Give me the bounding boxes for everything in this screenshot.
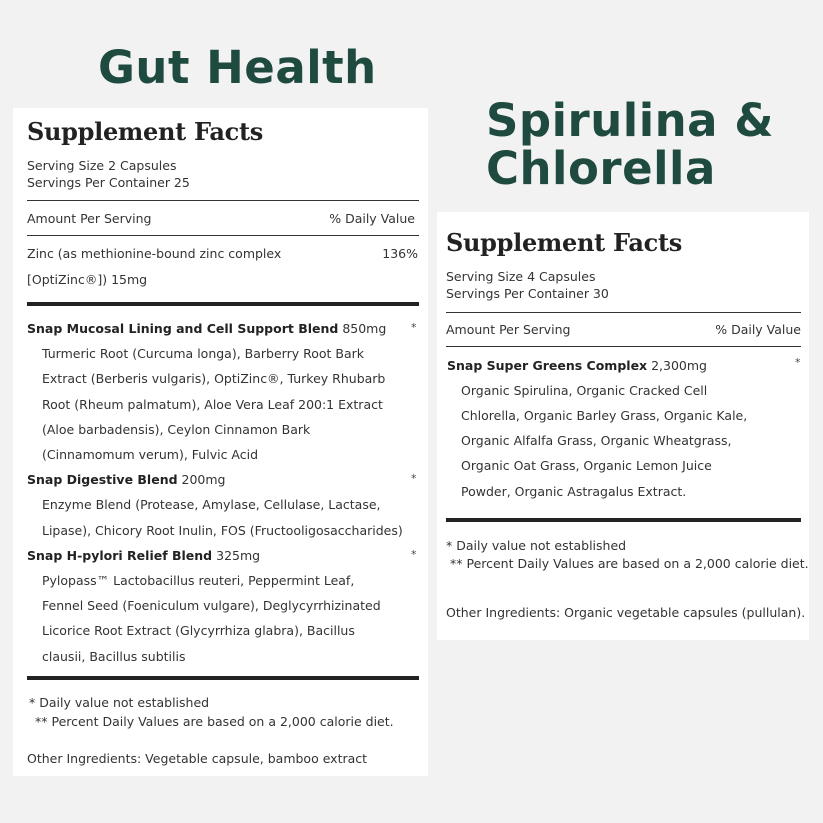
ingredient-line: Licorice Root Extract (Glycyrrhiza glabra), Bacillus <box>42 623 355 638</box>
supplement-facts-heading: Supplement Facts <box>27 117 263 146</box>
footnote-percent-daily-values: ** Percent Daily Values are based on a 2,000 calorie diet. <box>450 556 809 571</box>
ingredient-line: Pylopass™ Lactobacillus reuteri, Peppermint Leaf, <box>42 573 355 588</box>
asterisk: * <box>411 472 417 485</box>
zinc-line-1: Zinc (as methionine-bound zinc complex <box>27 246 282 261</box>
daily-value-header: % Daily Value <box>329 211 415 226</box>
footnote-daily-value: * Daily value not established <box>446 538 627 553</box>
ingredient-line: Organic Spirulina, Organic Cracked Cell <box>461 383 708 398</box>
supplement-facts-heading: Supplement Facts <box>446 228 682 257</box>
blend-digestive <box>27 472 226 487</box>
servings-per-container: Servings Per Container 25 <box>27 175 190 190</box>
other-ingredients: Other Ingredients: Vegetable capsule, bamboo extract <box>27 751 368 766</box>
other-ingredients: Other Ingredients: Organic vegetable capsules (pullulan). <box>446 605 806 620</box>
serving-size: Serving Size 4 Capsules <box>446 269 596 284</box>
blend-name: Snap Super Greens Complex <box>447 358 648 373</box>
amount-per-serving-header: Amount Per Serving <box>446 322 571 337</box>
ingredient-line: Fennel Seed (Foeniculum vulgare), Deglycyrrhizinated <box>42 598 381 613</box>
daily-value-header: % Daily Value <box>715 322 801 337</box>
thick-divider <box>446 518 801 522</box>
ingredient-line: Extract (Berberis vulgaris), OptiZinc®, Turkey Rhubarb <box>42 371 386 386</box>
gut-health-supplement-facts-panel <box>13 108 428 776</box>
blend-name: Snap Digestive Blend <box>27 472 178 487</box>
blend-mucosal-lining <box>27 321 386 336</box>
gut-health-title: Gut Health <box>98 41 377 94</box>
blend-amount: 850mg <box>338 321 387 336</box>
ingredient-line: (Aloe barbadensis), Ceylon Cinnamon Bark <box>42 422 311 437</box>
amount-per-serving-header: Amount Per Serving <box>27 211 152 226</box>
ingredient-line: Powder, Organic Astragalus Extract. <box>461 484 687 499</box>
asterisk: * <box>795 356 801 369</box>
zinc-daily-value: 136% <box>382 246 418 261</box>
divider <box>27 235 419 236</box>
zinc-line-2: [OptiZinc®]) 15mg <box>27 272 148 287</box>
ingredient-line: Organic Alfalfa Grass, Organic Wheatgrass, <box>461 433 732 448</box>
ingredient-line: Chlorella, Organic Barley Grass, Organic Kale, <box>461 408 748 423</box>
blend-name: Snap H-pylori Relief Blend <box>27 548 213 563</box>
blend-super-greens <box>447 358 707 373</box>
footnote-percent-daily-values: ** Percent Daily Values are based on a 2,000 calorie diet. <box>35 714 394 729</box>
divider <box>27 200 419 201</box>
ingredient-line: (Cinnamomum verum), Fulvic Acid <box>42 447 259 462</box>
ingredient-line: Turmeric Root (Curcuma longa), Barberry Root Bark <box>42 346 364 361</box>
blend-h-pylori-relief <box>27 548 260 563</box>
footnote-daily-value: * Daily value not established <box>29 695 210 710</box>
spirulina-chlorella-supplement-facts-panel <box>437 212 809 640</box>
blend-amount: 325mg <box>212 548 261 563</box>
thick-divider <box>27 676 419 680</box>
serving-size: Serving Size 2 Capsules <box>27 158 177 173</box>
ingredient-line: Enzyme Blend (Protease, Amylase, Cellulase, Lactase, <box>42 497 381 512</box>
blend-amount: 200mg <box>177 472 226 487</box>
ingredient-line: Lipase), Chicory Root Inulin, FOS (Fructooligosaccharides) <box>42 523 403 538</box>
asterisk: * <box>411 321 417 334</box>
divider <box>446 312 801 313</box>
title-line-2: Chlorella <box>486 142 716 195</box>
servings-per-container: Servings Per Container 30 <box>446 286 609 301</box>
ingredient-line: clausii, Bacillus subtilis <box>42 649 186 664</box>
ingredient-line: Root (Rheum palmatum), Aloe Vera Leaf 200:1 Extract <box>42 397 383 412</box>
ingredient-line: Organic Oat Grass, Organic Lemon Juice <box>461 458 712 473</box>
blend-name: Snap Mucosal Lining and Cell Support Blend <box>27 321 339 336</box>
spirulina-chlorella-title <box>486 94 774 195</box>
divider <box>446 346 801 347</box>
asterisk: * <box>411 548 417 561</box>
blend-amount: 2,300mg <box>647 358 707 373</box>
thick-divider <box>27 302 419 306</box>
title-line-1: Spirulina & <box>486 94 774 147</box>
